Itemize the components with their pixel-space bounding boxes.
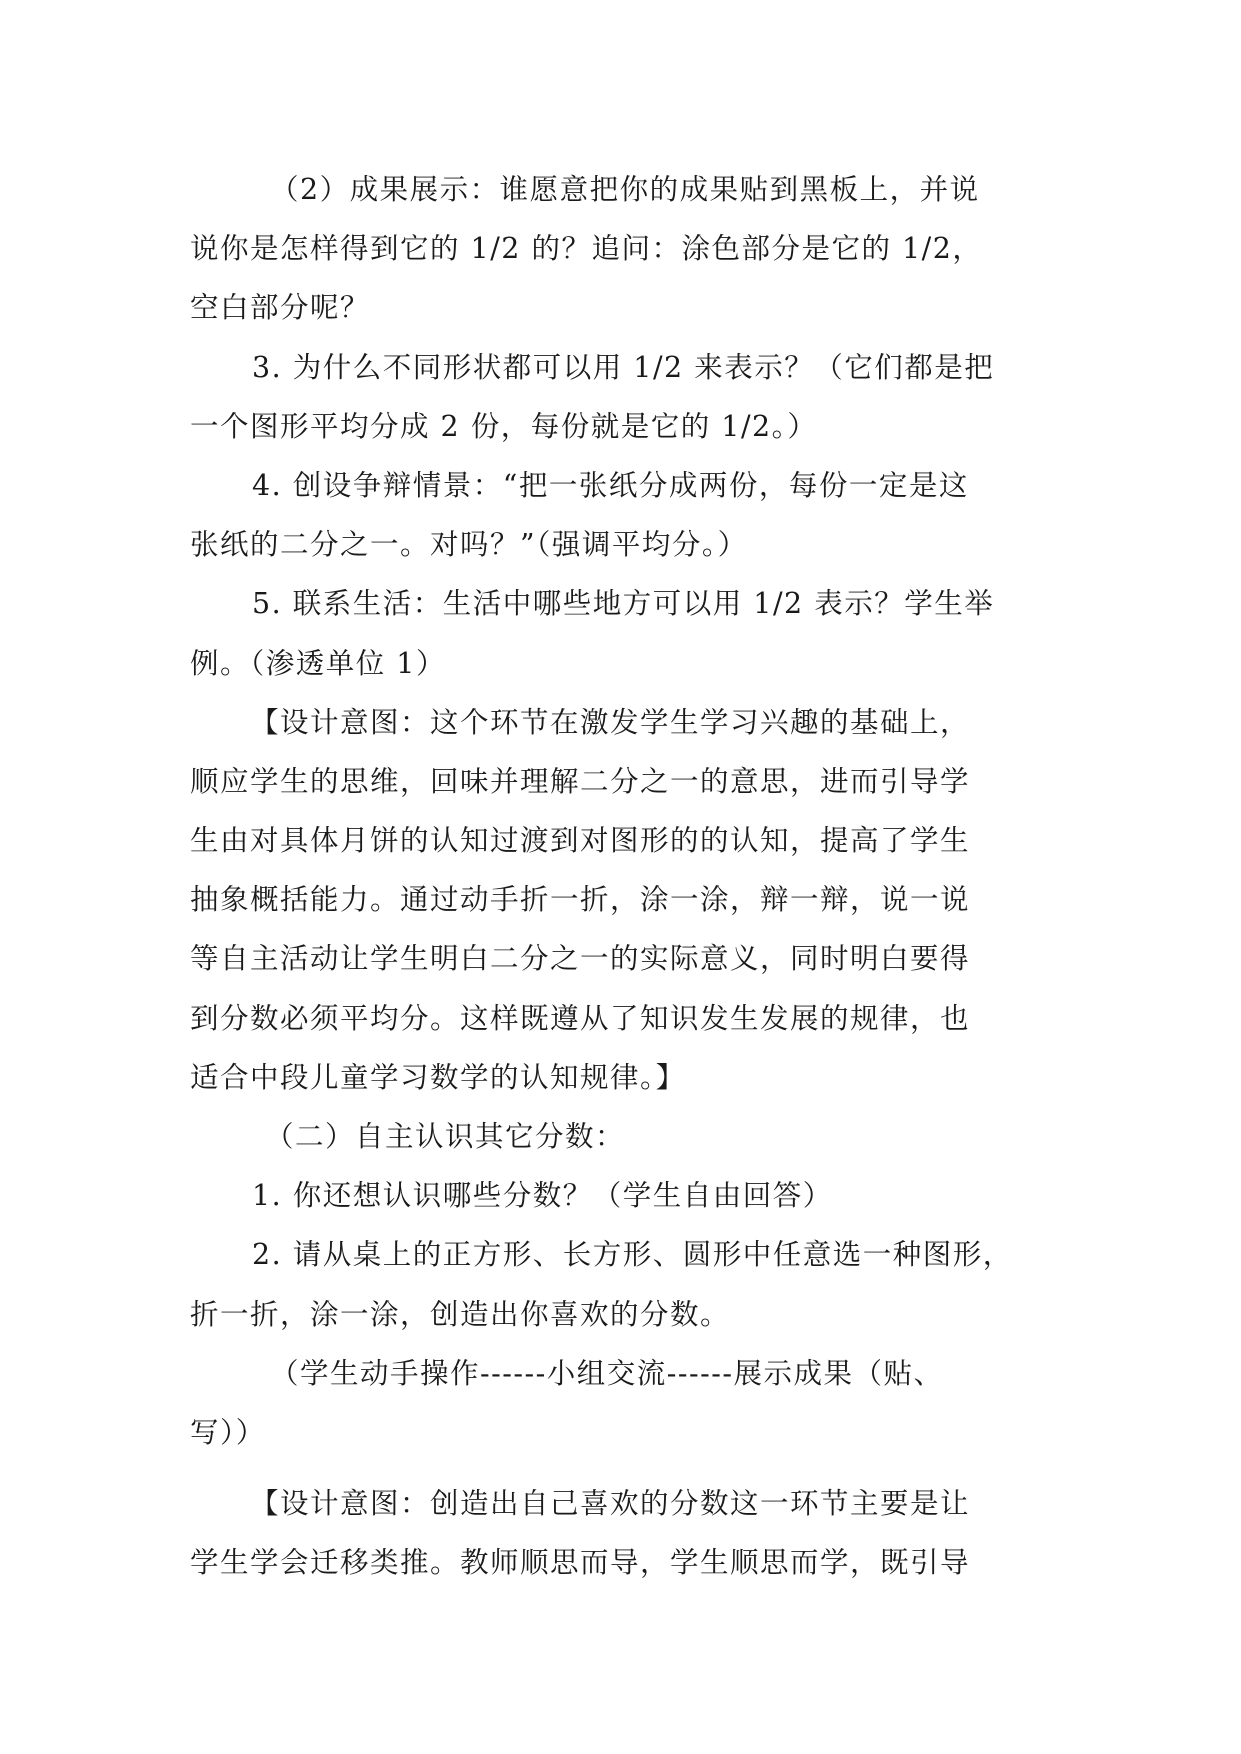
paragraph-line: 2. 请从桌上的正方形、长方形、圆形中任意选一种图形，	[252, 1238, 1013, 1272]
paragraph-line: 1. 你还想认识哪些分数？（学生自由回答）	[252, 1179, 833, 1213]
paragraph-line: 5. 联系生活：生活中哪些地方可以用 1/2 表示？学生举	[252, 587, 995, 621]
paragraph-line: 空白部分呢？	[190, 291, 371, 325]
paragraph-line: 写））	[190, 1415, 266, 1449]
paragraph-line: 4. 创设争辩情景：“把一张纸分成两份，每份一定是这	[252, 468, 969, 502]
design-intent-line: 到分数必须平均分。这样既遵从了知识发生发展的规律，也	[190, 1001, 971, 1035]
section-heading: （二）自主认识其它分数：	[265, 1120, 626, 1153]
document-page	[190, 160, 1050, 1593]
paragraph-line: 3. 为什么不同形状都可以用 1/2 来表示？（它们都是把	[252, 350, 995, 384]
paragraph-line: （学生动手操作------小组交流------展示成果（贴、	[270, 1356, 944, 1390]
design-intent-line: 【设计意图：创造出自己喜欢的分数这一环节主要是让	[250, 1487, 971, 1521]
paragraph-line: 折一折，涂一涂，创造出你喜欢的分数。	[190, 1297, 731, 1331]
design-intent-line: 抽象概括能力。通过动手折一折，涂一涂，辩一辩，说一说	[190, 883, 971, 917]
design-intent-line: 【设计意图：这个环节在激发学生学习兴趣的基础上，	[250, 705, 971, 739]
design-intent-line: 学生学会迁移类推。教师顺思而导，学生顺思而学，既引导	[190, 1546, 971, 1580]
paragraph-line: 张纸的二分之一。对吗？”（强调平均分。）	[190, 528, 748, 562]
design-intent-line: 适合中段儿童学习数学的认知规律。】	[190, 1060, 686, 1094]
design-intent-line: 生由对具体月饼的认知过渡到对图形的的认知，提高了学生	[190, 824, 971, 858]
paragraph-line: （2）成果展示：谁愿意把你的成果贴到黑板上，并说	[270, 173, 980, 206]
paragraph-gap	[190, 1462, 1050, 1474]
paragraph-line: 说你是怎样得到它的 1/2 的？追问：涂色部分是它的 1/2，	[190, 232, 983, 266]
design-intent-line: 等自主活动让学生明白二分之一的实际意义，同时明白要得	[190, 942, 971, 976]
paragraph-line: 例。（渗透单位 1）	[190, 646, 446, 680]
paragraph-line: 一个图形平均分成 2 份，每份就是它的 1/2。）	[190, 409, 818, 443]
design-intent-line: 顺应学生的思维，回味并理解二分之一的意思，进而引导学	[190, 764, 971, 798]
